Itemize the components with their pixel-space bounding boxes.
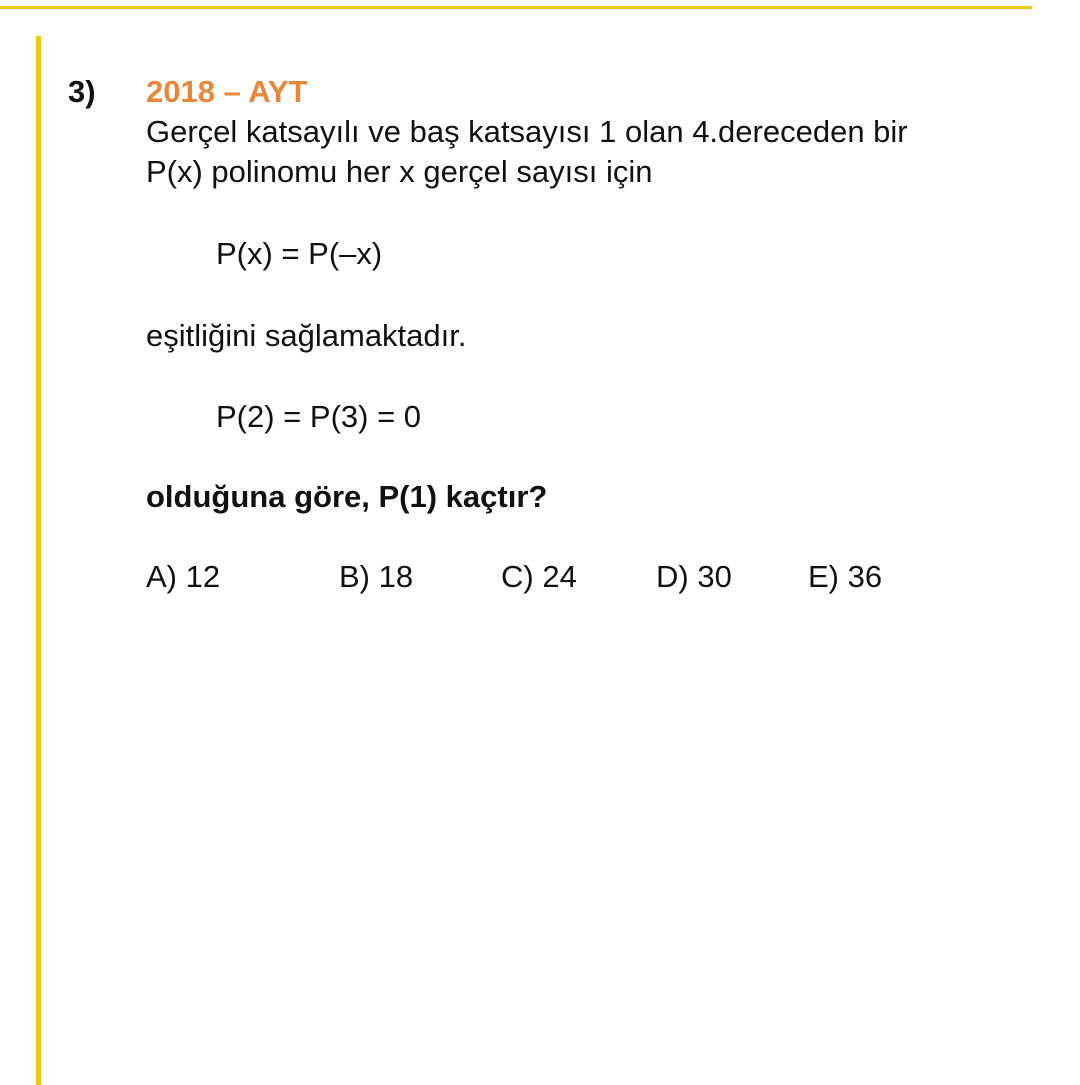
question-body <box>146 72 1046 597</box>
question-prompt: olduğuna göre, P(1) kaçtır? <box>146 479 548 514</box>
choice-e[interactable]: E) 36 <box>808 559 883 594</box>
answer-choices <box>146 557 1046 597</box>
choice-b[interactable]: B) 18 <box>339 559 414 594</box>
choice-c[interactable]: C) 24 <box>501 559 577 594</box>
formula-roots: P(2) = P(3) = 0 <box>216 399 422 434</box>
choice-a[interactable]: A) 12 <box>146 559 221 594</box>
left-margin-rule <box>36 36 41 1085</box>
choice-d[interactable]: D) 30 <box>656 559 732 594</box>
question-intro-line-2: P(x) polinomu her x gerçel sayısı için <box>146 154 653 189</box>
question-source: 2018 – AYT <box>146 74 308 109</box>
question-intro-line-1: Gerçel katsayılı ve baş katsayısı 1 olan 4.dereceden bir <box>146 114 908 149</box>
top-divider <box>0 6 1032 9</box>
formula-even-function: P(x) = P(–x) <box>216 236 383 271</box>
question-number: 3) <box>68 74 96 109</box>
question-middle-text: eşitliğini sağlamaktadır. <box>146 318 467 353</box>
